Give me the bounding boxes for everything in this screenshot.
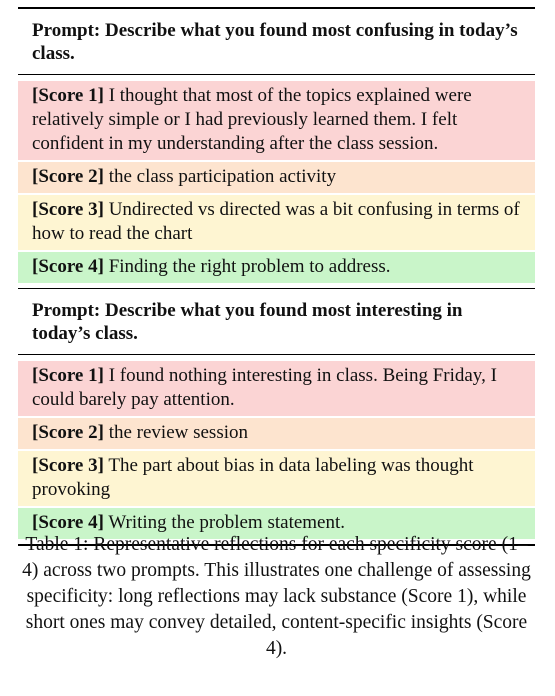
interesting-score-2-row [18, 418, 535, 449]
score-label: [Score 3] [32, 455, 104, 476]
interesting-score-3-row [18, 451, 535, 506]
reflection-text: the class participation activity [103, 166, 337, 187]
confusing-score-4-row [18, 252, 535, 283]
reflection-text: Finding the right problem to address. [103, 256, 391, 277]
reflection-text: The part about bias in data labeling was thought provoking [32, 455, 474, 500]
reflection-text: I thought that most of the topics explained were relatively simple or I had previously learned them. I felt confident in my understanding after the class session. [32, 85, 472, 154]
score-label: [Score 2] [32, 166, 104, 187]
confusing-responses [18, 75, 535, 288]
reflection-text: I found nothing interesting in class. Being Friday, I could barely pay attention. [32, 365, 497, 410]
confusing-score-1-row [18, 81, 535, 160]
reflection-text: Undirected vs directed was a bit confusing in terms of how to read the chart [32, 199, 520, 244]
prompt-interesting: Prompt: Describe what you found most interesting in today’s class. [32, 300, 463, 344]
interesting-responses [18, 355, 535, 544]
score-label: [Score 1] [32, 365, 104, 386]
confusing-score-2-row [18, 162, 535, 193]
score-label: [Score 3] [32, 199, 104, 220]
score-label: [Score 4] [32, 256, 104, 277]
reflection-text: Writing the problem statement. [103, 512, 346, 533]
reflections-table [18, 7, 535, 546]
table-caption: Table 1: Representative reflections for each specificity score (1–4) across two prompts. This illustrates one challenge of assessing specificity: long reflections may lack substance (Score 1), while short ones may convey detailed, content-specific insights (Score 4). [22, 534, 531, 659]
interesting-score-1-row [18, 361, 535, 416]
prompt-confusing: Prompt: Describe what you found most confusing in today’s class. [32, 20, 518, 64]
reflection-text: the review session [103, 422, 248, 443]
confusing-score-3-row [18, 195, 535, 250]
score-label: [Score 2] [32, 422, 104, 443]
score-label: [Score 1] [32, 85, 104, 106]
score-label: [Score 4] [32, 512, 104, 533]
